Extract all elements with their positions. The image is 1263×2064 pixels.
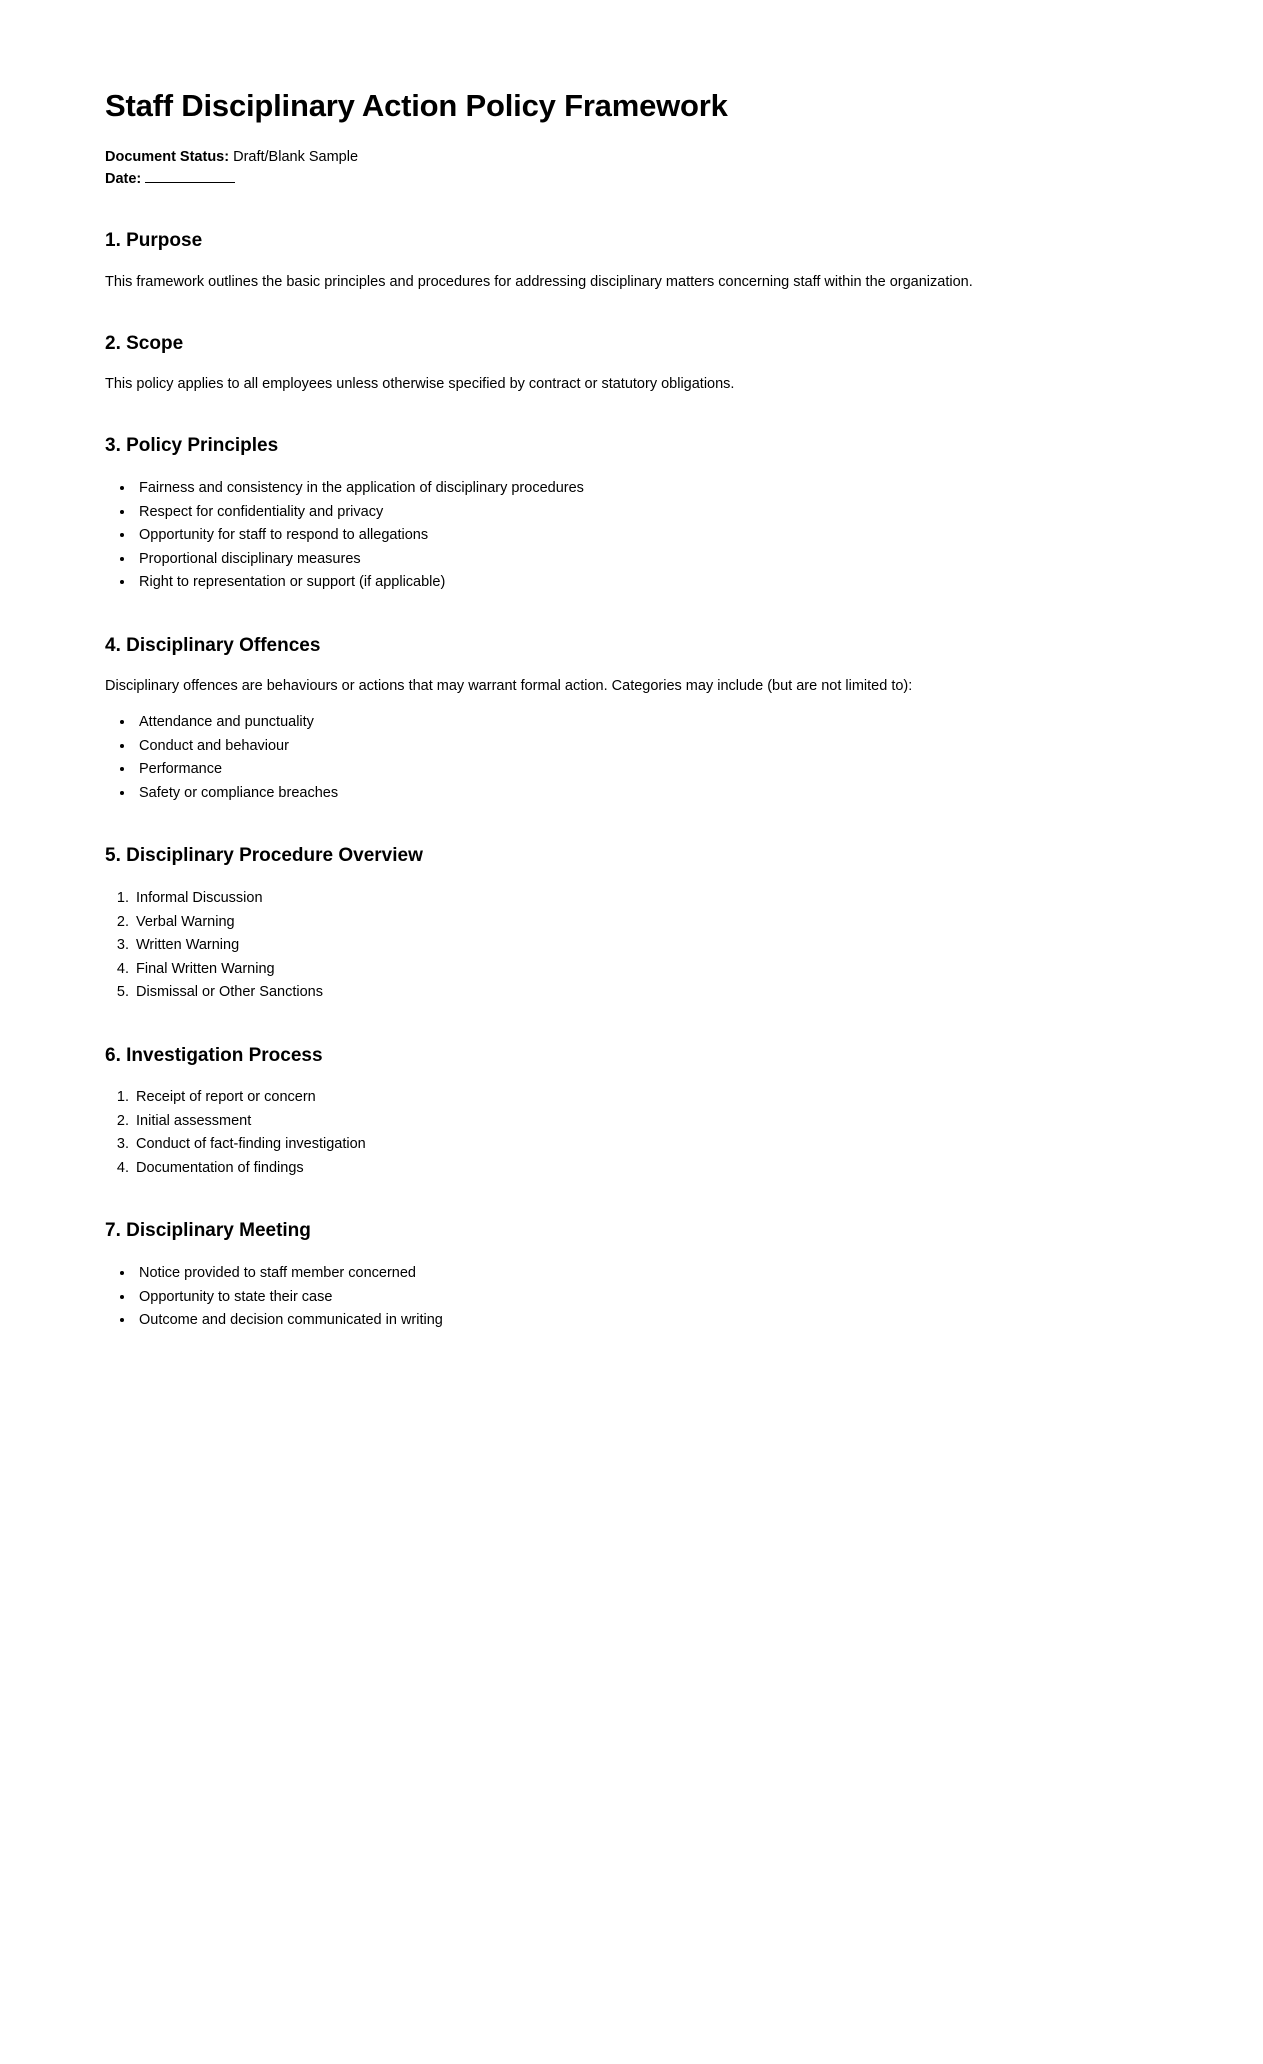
document-section — [105, 635, 1158, 806]
section-heading: 1. Purpose — [105, 229, 203, 251]
document-section — [105, 435, 1158, 594]
numbered-list — [105, 887, 1158, 1004]
list-item: • Outcome and decision communicated in writing — [135, 1309, 1158, 1332]
section-heading: 7. Disciplinary Meeting — [105, 1220, 311, 1242]
section-paragraph: This policy applies to all employees unless otherwise specified by contract or statutory obligations. — [105, 376, 735, 393]
document-date-label: Date: — [105, 171, 142, 188]
list-item: 2. Verbal Warning — [133, 911, 1158, 934]
list-item: 4. Final Written Warning — [133, 958, 1158, 981]
list-item: 4. Documentation of findings — [133, 1157, 1158, 1180]
list-item: 3. Conduct of fact-finding investigation — [133, 1133, 1158, 1156]
list-item: 2. Initial assessment — [133, 1110, 1158, 1133]
bullet-list — [105, 477, 1158, 594]
section-paragraph: This framework outlines the basic principles and procedures for addressing disciplinary matters concerning staff within the organization. — [105, 273, 973, 290]
list-item: 1. Informal Discussion — [133, 887, 1158, 910]
list-item: • Conduct and behaviour — [135, 735, 1158, 758]
bullet-list — [105, 711, 1158, 805]
section-paragraph: Disciplinary offences are behaviours or actions that may warrant formal action. Categories may include (but are not limited to): — [105, 678, 913, 695]
numbered-list — [105, 1086, 1158, 1180]
list-item: 1. Receipt of report or concern — [133, 1086, 1158, 1109]
page-title: Staff Disciplinary Action Policy Framework — [105, 88, 728, 123]
list-item: • Respect for confidentiality and privacy — [135, 501, 1158, 524]
document-section — [105, 1220, 1158, 1332]
section-heading: 5. Disciplinary Procedure Overview — [105, 845, 423, 867]
list-item: 3. Written Warning — [133, 934, 1158, 957]
date-blank-field[interactable] — [145, 171, 235, 183]
section-heading: 4. Disciplinary Offences — [105, 634, 321, 656]
document-date-line — [105, 169, 1158, 190]
document-metadata — [105, 147, 1158, 190]
list-item: • Fairness and consistency in the application of disciplinary procedures — [135, 477, 1158, 500]
list-item: • Attendance and punctuality — [135, 711, 1158, 734]
document-section — [105, 333, 1158, 396]
list-item: • Notice provided to staff member concerned — [135, 1262, 1158, 1285]
list-item: • Performance — [135, 758, 1158, 781]
section-heading: 2. Scope — [105, 332, 184, 354]
document-section — [105, 845, 1158, 1004]
list-item: • Opportunity for staff to respond to allegations — [135, 524, 1158, 547]
bullet-list — [105, 1262, 1158, 1332]
document-section — [105, 1045, 1158, 1181]
section-heading: 3. Policy Principles — [105, 435, 279, 457]
section-heading: 6. Investigation Process — [105, 1044, 323, 1066]
document-status-line — [105, 147, 1158, 168]
document-body — [105, 230, 1158, 1333]
list-item: • Opportunity to state their case — [135, 1286, 1158, 1309]
list-item: • Proportional disciplinary measures — [135, 548, 1158, 571]
list-item: • Right to representation or support (if applicable) — [135, 571, 1158, 594]
list-item: 5. Dismissal or Other Sanctions — [133, 981, 1158, 1004]
document-section — [105, 230, 1158, 293]
document-status-label: Document Status: — [105, 148, 230, 165]
document-status-value: Draft/Blank Sample — [233, 148, 359, 165]
list-item: • Safety or compliance breaches — [135, 782, 1158, 805]
